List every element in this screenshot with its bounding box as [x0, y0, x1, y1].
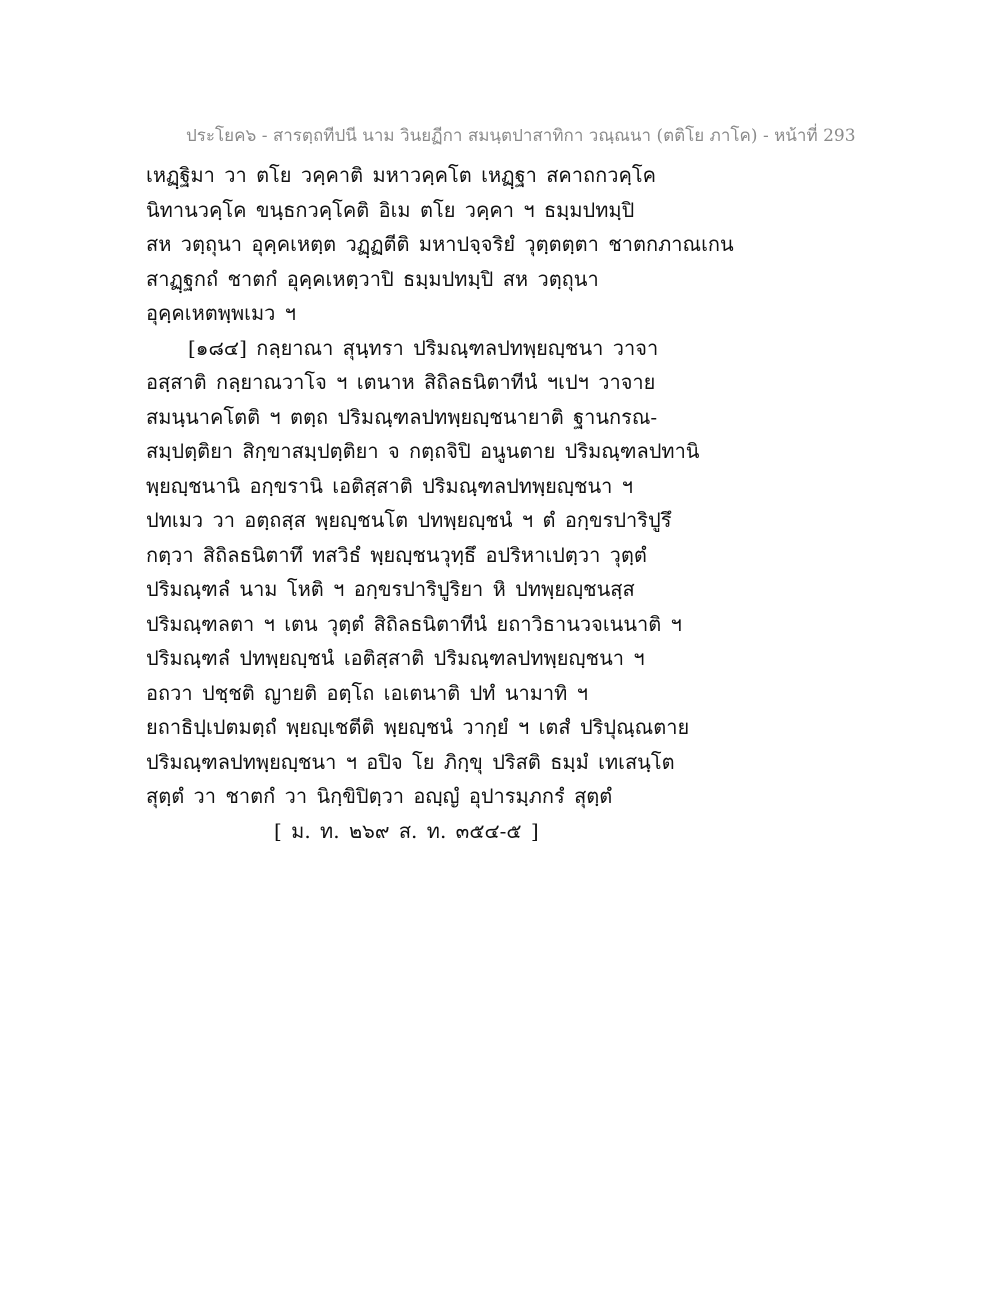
text-line: สาฏฺฐกถํ ชาตกํ อุคฺคเหตฺวาปิ ธมฺมปทมฺปิ สห วตฺถุนา — [146, 266, 599, 291]
text-line: ปริมณฺฑลํ นาม โหติ ฯ อกฺขรปาริปูริยา หิ ปทพฺยญฺชนสฺส — [146, 577, 635, 601]
text-line: ยถาธิปฺเปตมตฺถํ พฺยญฺเชตีติ พฺยญฺชนํ วากฺยํ ฯ เตสํ ปริปุณฺณตาย — [146, 715, 690, 739]
text-line: ปทเมว วา อตฺถสฺส พฺยญฺชนโต ปทพฺยญฺชนํ ฯ ตํ อกฺขรปาริปูรึ — [146, 508, 672, 532]
text-line: อสฺสาติ กลฺยาณวาโจ ฯ เตนาห สิถิลธนิตาทีนํ ฯเปฯ วาจาย — [146, 370, 656, 394]
text-line: สห วตฺถุนา อุคฺคเหตฺต วฏฺฏตีติ มหาปจฺจริยํ วุตฺตตฺตา ชาตกภาณเกน — [146, 232, 734, 256]
text-line: พฺยญฺชนานิ อกฺขรานิ เอติสฺสาติ ปริมณฺฑลปทพฺยญฺชนา ฯ — [146, 473, 633, 498]
text-line: สุตฺตํ วา ชาตกํ วา นิกฺขิปิตฺวา อญฺญํ อุปารมฺภกรํ สุตฺตํ — [146, 784, 613, 808]
reference-citation: [ ม. ท. ๒๖๙ ส. ท. ๓๕๔-๕ ] — [274, 818, 539, 843]
text-line: สมฺปตฺติยา สิกฺขาสมฺปตฺติยา จ กตฺถจิปิ อนูนตาย ปริมณฺฑลปทานิ — [146, 439, 700, 463]
text-line: อถวา ปชฺชติ ญายติ อตฺโถ เอเตนาติ ปทํ นามาทิ ฯ — [146, 680, 588, 705]
page-header: ประโยค๖ - สารตฺถทีปนี นาม วินยฏีกา สมนฺตปาสาทิกา วณฺณนา (ตติโย ภาโค) - หน้าที่ 293 — [186, 126, 856, 146]
text-line: ปริมณฺฑลตา ฯ เตน วุตฺตํ สิถิลธนิตาทีนํ ยถาวิธานวจเนนาติ ฯ — [146, 611, 682, 636]
text-line: อุคฺคเหตพฺพเมว ฯ — [146, 301, 296, 325]
text-line: ปริมณฺฑลปทพฺยญฺชนา ฯ อปิจ โย ภิกฺขุ ปริสติ ธมฺมํ เทเสนฺโต — [146, 749, 675, 774]
text-line: สมนฺนาคโตติ ฯ ตตฺถ ปริมณฺฑลปทพฺยญฺชนายาติ ฐานกรณ- — [146, 404, 658, 429]
text-line: ปริมณฺฑลํ ปทพฺยญฺชนํ เอติสฺสาติ ปริมณฺฑลปทพฺยญฺชนา ฯ — [146, 646, 645, 670]
paragraph-start-line: [๑๘๔] กลฺยาณา สุนฺทรา ปริมณฺฑลปทพฺยญฺชนา วาจา — [188, 335, 659, 360]
text-line: กตฺวา สิถิลธนิตาทึ ทสวิธํ พฺยญฺชนวุทฺธึ อปริหาเปตฺวา วุตฺตํ — [146, 542, 647, 567]
body-text — [146, 158, 866, 848]
text-line: นิทานวคฺโค ขนฺธกวคฺโคติ อิเม ตโย วคฺคา ฯ ธมฺมปทมฺปิ — [146, 197, 635, 222]
text-line: เหฏฺฐิมา วา ตโย วคฺคาติ มหาวคฺคโต เหฏฺฐา สคาถกวคฺโค — [146, 163, 656, 187]
